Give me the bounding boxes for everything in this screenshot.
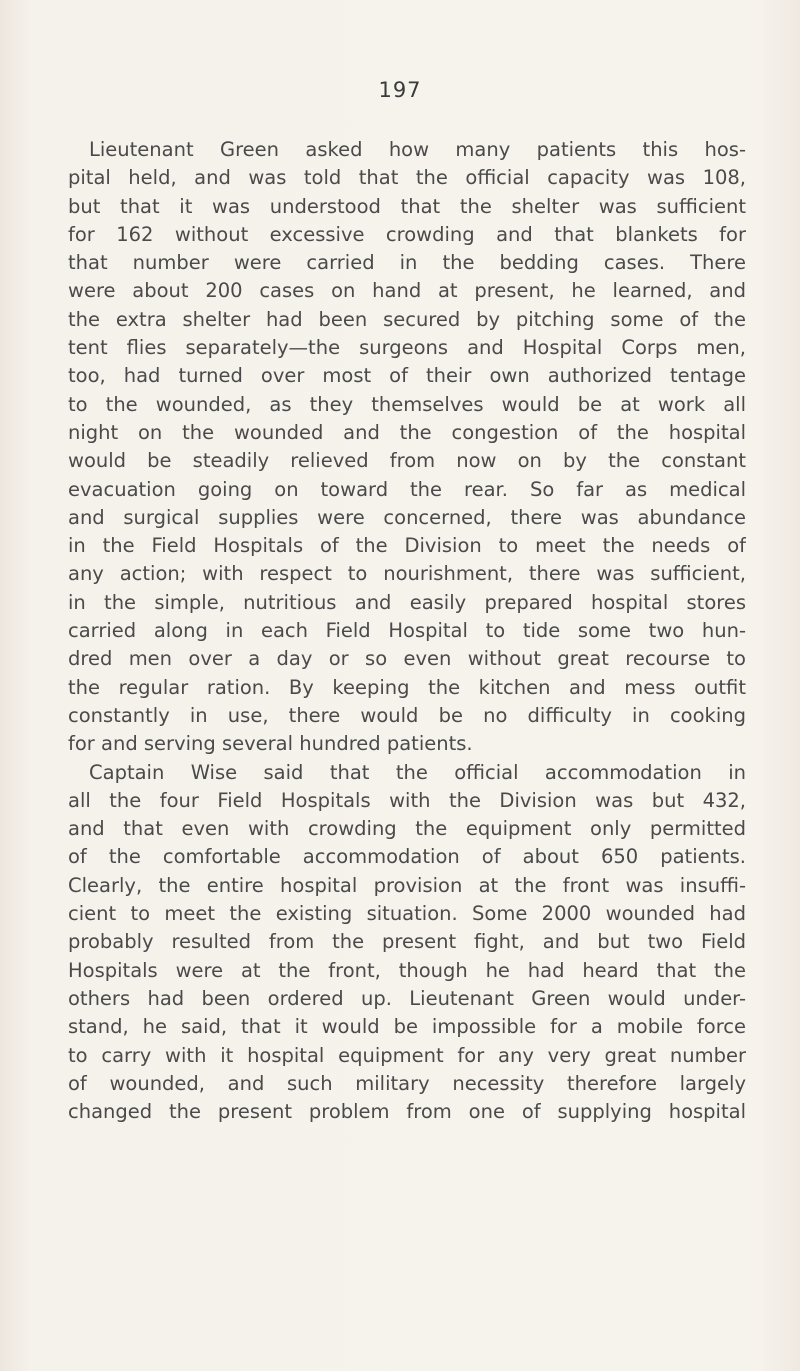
page-number: 197 [378, 78, 422, 102]
text-line: dred men over a day or so even without great recourse to [68, 647, 746, 671]
text-line: all the four Field Hospitals with the Division was but 432, [68, 788, 746, 812]
text-line: pital held, and was told that the official capacity was 108, [68, 166, 746, 190]
text-line: too, had turned over most of their own authorized tentage [68, 364, 746, 388]
text-line: tent flies separately—the surgeons and Hospital Corps men, [68, 336, 746, 360]
text-line: Lieutenant Green asked how many patients this hos- [89, 138, 746, 161]
text-line: changed the present problem from one of supplying hospital [68, 1100, 746, 1124]
text-line: to the wounded, as they themselves would be at work all [68, 392, 746, 416]
text-line: cient to meet the existing situation. Some 2000 wounded had [68, 902, 746, 926]
text-line: to carry with it hospital equipment for any very great number [68, 1043, 746, 1067]
text-line: and surgical supplies were concerned, there was abundance [68, 505, 746, 529]
text-line: for and serving several hundred patients. [68, 732, 473, 756]
text-line: probably resulted from the present fight, and but two Field [68, 930, 746, 954]
text-line: that number were carried in the bedding cases. There [68, 251, 746, 275]
text-line: constantly in use, there would be no difficulty in cooking [68, 703, 746, 727]
text-line: evacuation going on toward the rear. So far as medical [68, 477, 746, 501]
text-line: Clearly, the entire hospital provision at the front was insuffi- [68, 873, 746, 897]
text-line: of wounded, and such military necessity therefore largely [68, 1071, 746, 1095]
body-text [68, 136, 746, 1126]
text-line: in the Field Hospitals of the Division to meet the needs of [68, 534, 746, 558]
text-line: but that it was understood that the shelter was sufficient [68, 194, 746, 218]
text-line: others had been ordered up. Lieutenant Green would under- [68, 986, 746, 1010]
text-line: of the comfortable accommodation of about 650 patients. [68, 845, 746, 869]
text-line: were about 200 cases on hand at present, he learned, and [68, 279, 746, 303]
text-line: the regular ration. By keeping the kitchen and mess outfit [68, 675, 746, 699]
text-line: stand, he said, that it would be impossible for a mobile force [68, 1015, 746, 1039]
text-line: carried along in each Field Hospital to tide some two hun- [68, 619, 746, 643]
text-line: Captain Wise said that the official accommodation in [89, 760, 746, 784]
text-line: would be steadily relieved from now on by the constant [68, 449, 746, 473]
text-line: any action; with respect to nourishment, there was sufficient, [68, 562, 746, 586]
text-line: night on the wounded and the congestion of the hospital [68, 420, 746, 444]
text-line: the extra shelter had been secured by pitching some of the [68, 307, 746, 331]
text-line: in the simple, nutritious and easily prepared hospital stores [68, 590, 746, 614]
text-line: and that even with crowding the equipment only permitted [68, 817, 746, 841]
text-line: Hospitals were at the front, though he had heard that the [68, 958, 746, 982]
text-line: for 162 without excessive crowding and that blankets for [68, 222, 746, 246]
